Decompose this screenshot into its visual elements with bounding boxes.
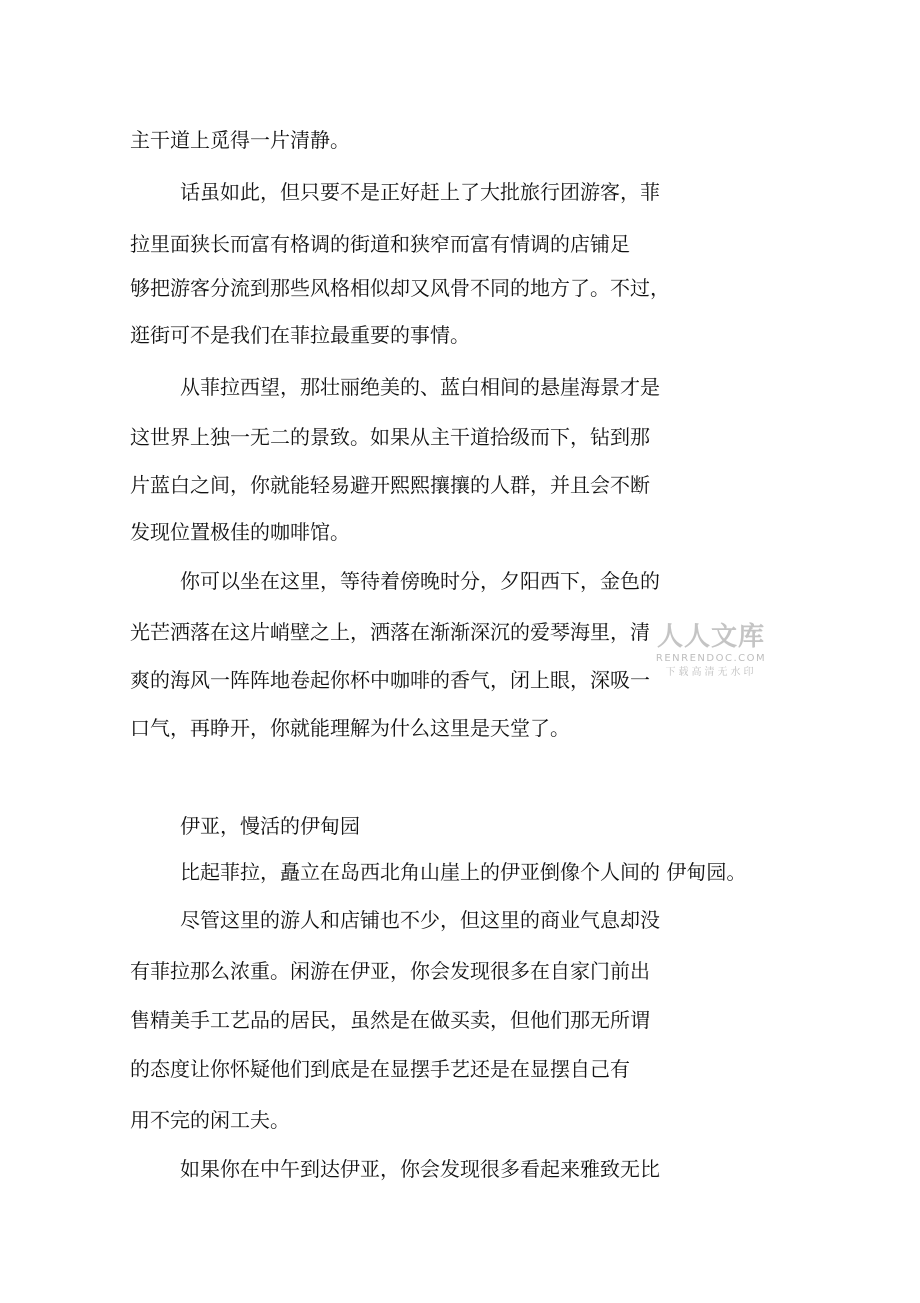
paragraph-line: 比起菲拉，矗立在岛西北角山崖上的伊亚倒像个人间的 伊甸园。 — [180, 860, 747, 884]
watermark-logo — [650, 622, 772, 684]
watermark-domain: RENRENDOC.COM — [655, 653, 767, 664]
paragraph-line: 够把游客分流到那些风格相似却又风骨不同的地方了。不过， — [130, 276, 670, 300]
paragraph-line: 发现位置极佳的咖啡馆。 — [130, 520, 350, 544]
paragraph-line: 用不完的闲工夫。 — [130, 1108, 290, 1132]
paragraph-line: 尽管这里的游人和店铺也不少，但这里的商业气息却没 — [180, 908, 660, 932]
section-heading: 伊亚，慢活的伊甸园 — [180, 814, 360, 838]
watermark-title: 人人文库 — [656, 622, 765, 652]
paragraph-line: 售精美手工艺品的居民，虽然是在做买卖，但他们那无所谓 — [130, 1008, 650, 1032]
paragraph-line: 这世界上独一无二的景致。如果从主干道拾级而下，钻到那 — [130, 425, 650, 449]
paragraph-line: 如果你在中午到达伊亚，你会发现很多看起来雅致无比 — [180, 1157, 660, 1181]
paragraph-line: 从菲拉西望，那壮丽绝美的、蓝白相间的悬崖海景才是 — [180, 375, 660, 399]
paragraph-line: 话虽如此，但只要不是正好赶上了大批旅行团游客，菲 — [180, 180, 660, 204]
watermark-tagline: 下载高清无水印 — [665, 667, 757, 678]
paragraph-line: 片蓝白之间，你就能轻易避开熙熙攘攘的人群，并且会不断 — [130, 473, 650, 497]
paragraph-line: 光芒洒落在这片峭壁之上，洒落在渐渐深沉的爱琴海里，清 — [130, 620, 650, 644]
paragraph-line: 逛街可不是我们在菲拉最重要的事情。 — [130, 323, 470, 347]
paragraph-line: 爽的海风一阵阵地卷起你杯中咖啡的香气，闭上眼，深吸一 — [130, 668, 650, 692]
paragraph-line: 你可以坐在这里，等待着傍晚时分，夕阳西下，金色的 — [180, 569, 660, 593]
paragraph-line: 主干道上觅得一片清静。 — [130, 128, 350, 152]
paragraph-line: 有菲拉那么浓重。闲游在伊亚，你会发现很多在自家门前出 — [130, 959, 650, 983]
paragraph-line: 拉里面狭长而富有格调的街道和狭窄而富有情调的店铺足 — [130, 232, 630, 256]
paragraph-line: 的态度让你怀疑他们到底是在显摆手艺还是在显摆自己有 — [130, 1057, 630, 1081]
paragraph-line: 口气，再睁开，你就能理解为什么这里是天堂了。 — [130, 716, 570, 740]
